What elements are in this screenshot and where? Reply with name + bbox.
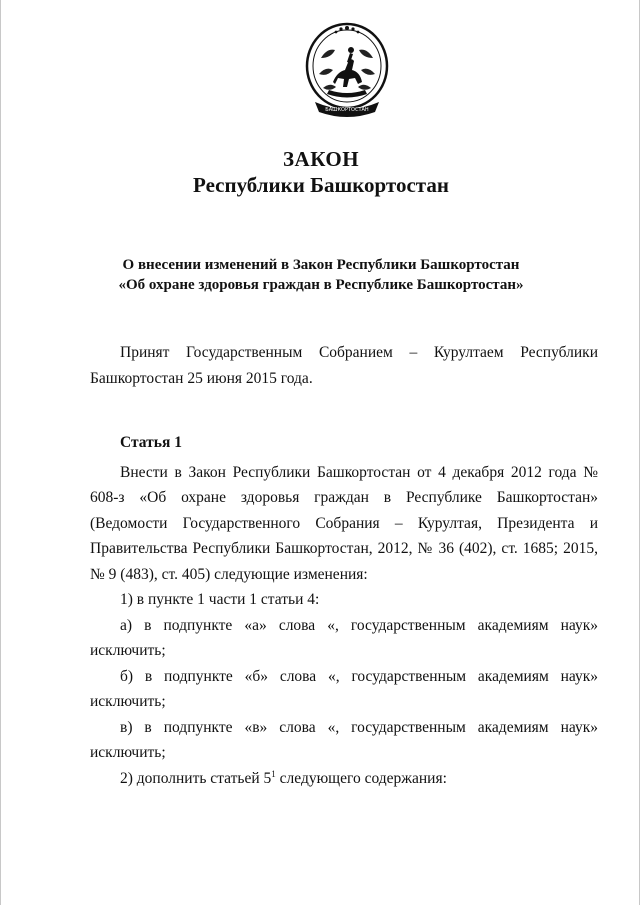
article-item-1c: в) в подпункте «в» слова «, государственным академиям наук» исключить; xyxy=(90,718,598,761)
coat-of-arms-icon xyxy=(301,18,393,130)
article-item-1: 1) в пункте 1 части 1 статьи 4: xyxy=(120,591,320,608)
page-subtitle: Республики Башкортостан xyxy=(193,173,449,197)
article-1 xyxy=(90,430,598,791)
title-block xyxy=(1,146,640,198)
article-item-1b: б) в подпункте «б» слова «, государственным академиям наук» исключить; xyxy=(90,667,598,710)
article-heading: Статья 1 xyxy=(120,434,182,451)
adoption-text: Принят Государственным Собранием – Курултаем Республики Башкортостан 25 июня 2015 года. xyxy=(90,344,598,387)
item-2-suffix: следующего содержания: xyxy=(275,769,447,787)
item-2-superscript: 1 xyxy=(271,768,276,779)
adoption-statement xyxy=(90,340,598,391)
subject-line-2: «Об охране здоровья граждан в Республике Башкортостан» xyxy=(118,277,524,293)
item-2-prefix: 2) дополнить статьей 5 xyxy=(120,769,272,787)
article-item-2 xyxy=(90,766,598,792)
article-intro: Внести в Закон Республики Башкортостан от 4 декабря 2012 года № 608-з «Об охране здоровья граждан в Республике Башкортостан» (Ведомости Государственного Собрания – Курултая, Президента и Правительства Республики Башкортостан, 2012, № 36 (402), ст. 1685; 2015, № 9 (483), ст. 405) следующие изменения: xyxy=(90,463,598,583)
law-subject xyxy=(1,255,640,295)
page-title: ЗАКОН xyxy=(282,147,360,171)
article-item-1a: а) в подпункте «а» слова «, государственным академиям наук» исключить; xyxy=(90,616,598,659)
emblem-ribbon-text: БАШКОРТОСТАН xyxy=(325,107,369,113)
subject-line-1: О внесении изменений в Закон Республики Башкортостан xyxy=(122,257,520,273)
